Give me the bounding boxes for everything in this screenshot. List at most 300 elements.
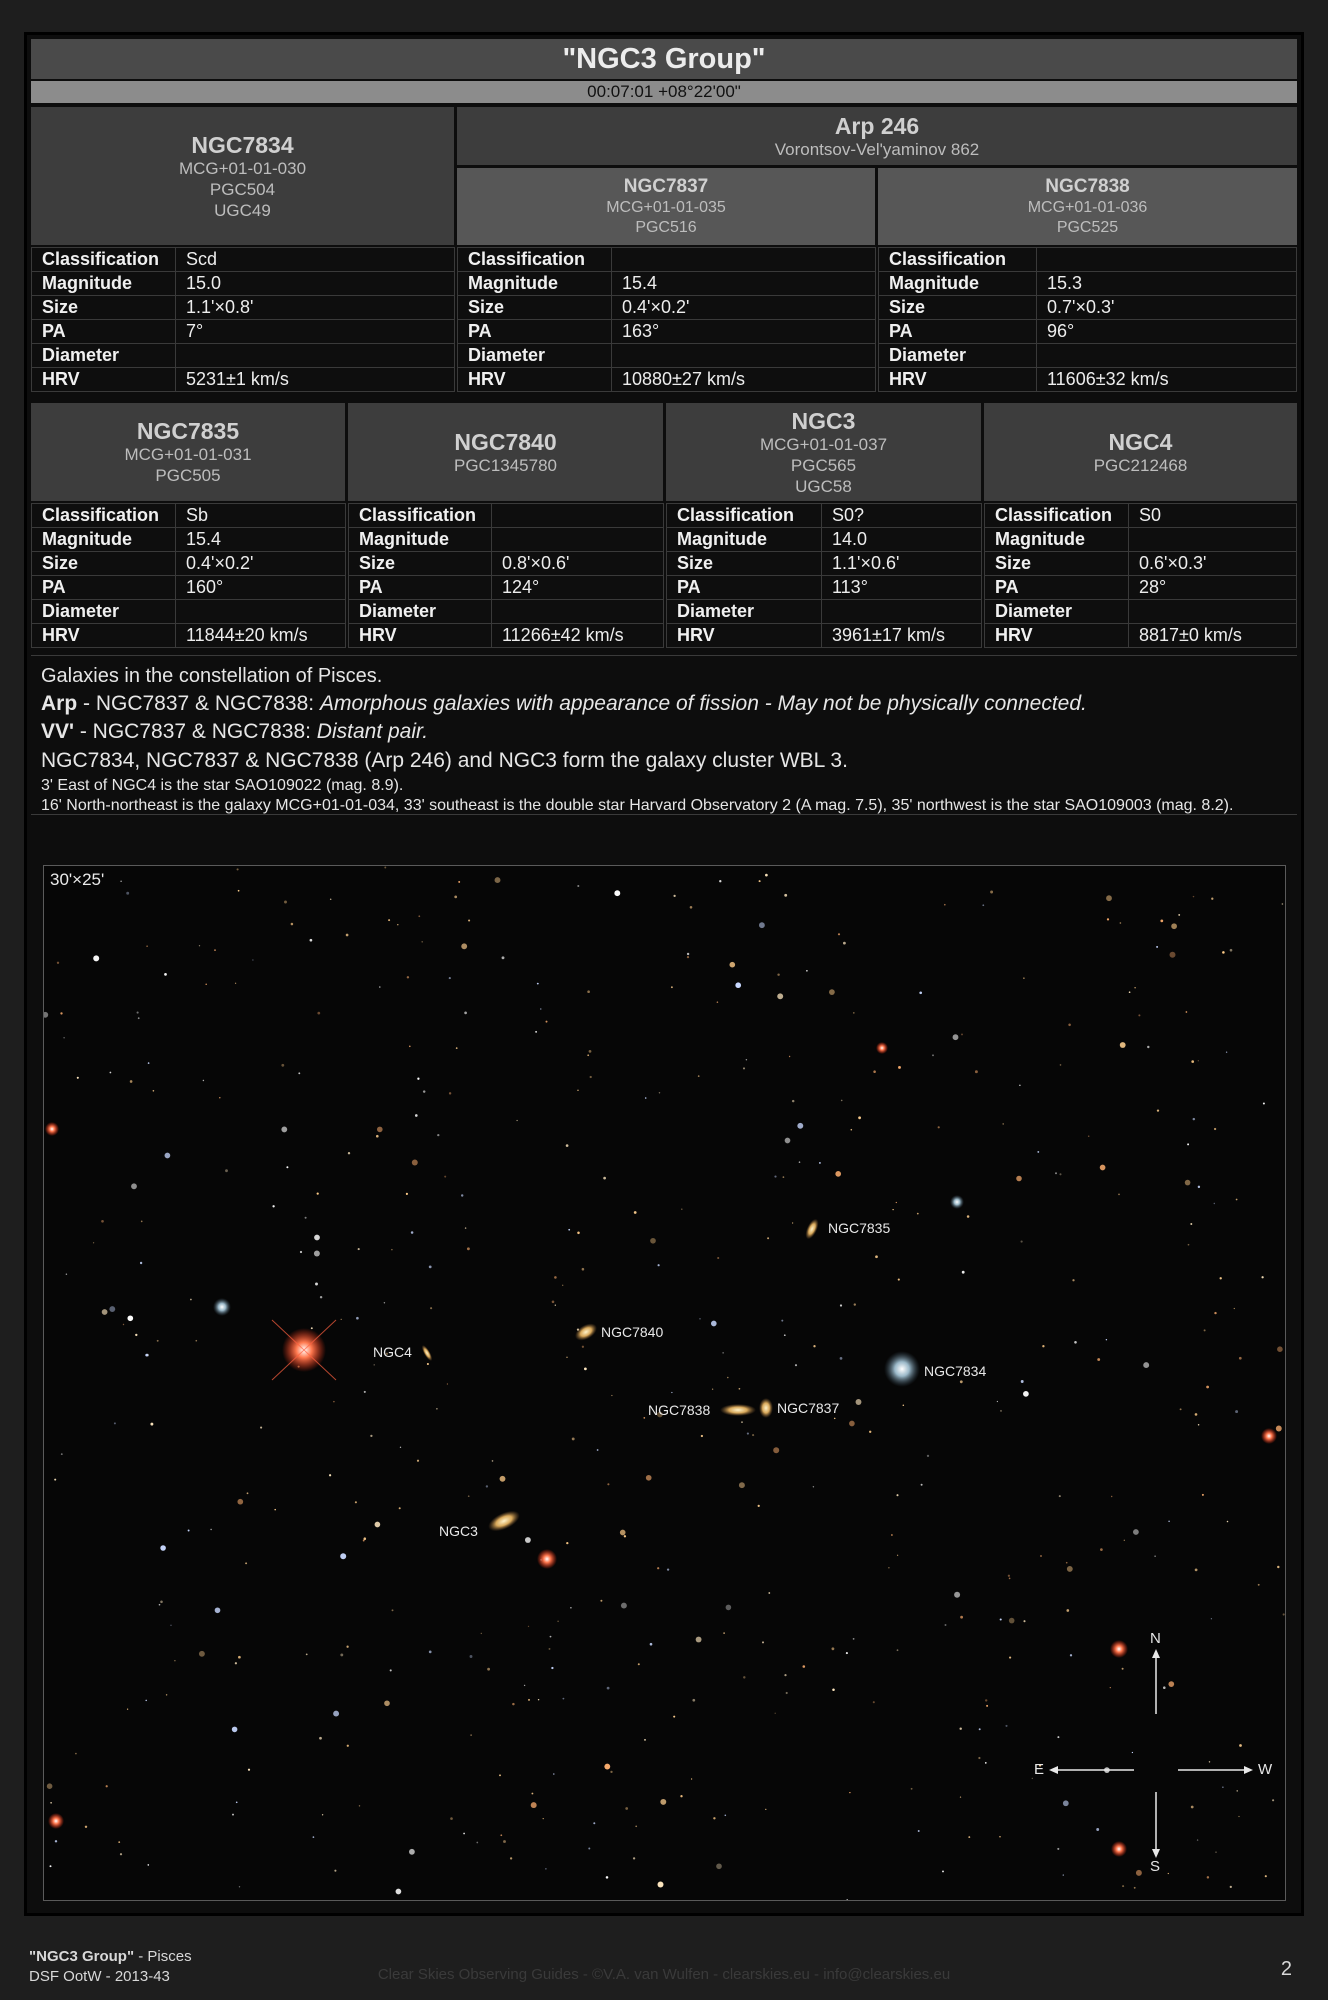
background-star: [524, 1685, 525, 1686]
background-star: [660, 1799, 666, 1805]
background-star: [314, 1235, 320, 1241]
galaxy-header-ngc7834: [31, 107, 454, 245]
label-size: Size: [985, 552, 1129, 576]
background-star: [314, 1251, 320, 1257]
background-star: [101, 1220, 104, 1223]
background-star: [427, 1363, 429, 1365]
background-star: [1057, 1736, 1059, 1738]
value-diameter: [1129, 600, 1297, 624]
background-star: [739, 1388, 741, 1390]
background-star: [423, 1090, 425, 1092]
background-star: [1276, 1426, 1282, 1432]
background-star: [164, 973, 167, 976]
background-star: [566, 1357, 567, 1358]
background-star: [1032, 1778, 1033, 1779]
properties-table-ngc4: [984, 503, 1297, 648]
background-star: [577, 1090, 578, 1091]
background-star: [545, 1868, 546, 1869]
background-star: [1063, 1874, 1064, 1875]
value-diameter: [612, 344, 876, 368]
background-star: [159, 1604, 161, 1606]
background-star: [1088, 1135, 1089, 1136]
background-star: [1110, 1687, 1111, 1688]
background-star: [1230, 1886, 1232, 1888]
label-hrv: HRV: [879, 368, 1037, 392]
background-star: [374, 1364, 375, 1365]
label-magnitude: Magnitude: [879, 272, 1037, 296]
galaxy: [213, 1298, 231, 1316]
label-classification: Classification: [879, 248, 1037, 272]
background-star: [499, 1774, 501, 1776]
background-star: [620, 1530, 626, 1536]
background-star: [551, 1667, 553, 1669]
background-star: [461, 943, 467, 949]
background-star: [135, 1334, 137, 1336]
arp-desc: Amorphous galaxies with appearance of fission - May not be physically connected.: [319, 692, 1087, 715]
background-star: [834, 1418, 836, 1420]
background-star: [645, 1097, 647, 1099]
background-star: [582, 1346, 584, 1348]
background-star: [495, 877, 501, 883]
background-star: [942, 1870, 944, 1872]
background-star: [843, 942, 846, 945]
label-ngc7835: NGC7835: [828, 1220, 891, 1236]
value-classification: [492, 504, 664, 528]
background-star: [1063, 1800, 1069, 1806]
background-star: [284, 901, 287, 904]
background-star: [66, 1273, 67, 1274]
background-star: [333, 1711, 339, 1717]
galaxy-name: NGC7835: [136, 418, 240, 444]
background-star: [468, 919, 470, 921]
background-star: [932, 1054, 934, 1056]
background-star: [968, 1836, 970, 1838]
background-star: [667, 1568, 669, 1570]
footer-title-name: "NGC3 Group": [29, 1948, 135, 1965]
properties-table-ngc7838: [878, 247, 1297, 392]
background-star: [210, 1529, 211, 1530]
background-star: [1037, 1151, 1039, 1153]
value-size: 1.1'×0.6': [822, 552, 982, 576]
background-star: [239, 1886, 240, 1887]
background-star: [1016, 1176, 1022, 1182]
background-star: [141, 1221, 143, 1223]
background-star: [897, 1555, 898, 1556]
background-star: [537, 983, 539, 985]
background-star: [538, 1699, 539, 1700]
background-star: [1163, 1686, 1166, 1689]
background-star: [1191, 1806, 1194, 1809]
background-star: [1023, 1620, 1025, 1622]
background-star: [1134, 987, 1135, 988]
background-star: [854, 1303, 856, 1305]
background-star: [577, 885, 579, 887]
background-star: [93, 955, 99, 961]
background-star: [588, 1848, 590, 1850]
background-star: [1197, 1839, 1198, 1840]
value-pa: 160°: [176, 576, 346, 600]
background-star: [846, 1652, 848, 1654]
background-star: [1186, 1011, 1188, 1013]
background-star: [768, 1592, 770, 1594]
background-star: [671, 1392, 672, 1393]
value-diameter: [492, 600, 664, 624]
background-star: [1283, 1613, 1285, 1615]
background-star: [406, 1193, 408, 1195]
background-star: [849, 1421, 855, 1427]
background-star: [1235, 1410, 1238, 1413]
label-ngc4: NGC4: [373, 1344, 412, 1360]
background-star: [465, 1227, 466, 1228]
background-star: [329, 1474, 331, 1476]
footer-series: DSF OotW - 2013-43: [29, 1968, 170, 1985]
arp-note: [41, 690, 1287, 718]
background-star: [1191, 1060, 1194, 1063]
background-star: [481, 1633, 482, 1634]
galaxy-id: UGC49: [214, 200, 271, 220]
background-star: [384, 1700, 390, 1706]
background-star: [1106, 1339, 1107, 1340]
background-star: [238, 890, 240, 892]
label-diameter: Diameter: [985, 600, 1129, 624]
background-star: [1072, 1279, 1074, 1281]
background-star: [1211, 898, 1213, 900]
background-star: [120, 881, 121, 882]
background-star: [412, 1160, 418, 1166]
background-star: [1055, 1172, 1057, 1174]
background-star: [461, 1194, 463, 1196]
star-note-2: 16' North-northeast is the galaxy MCG+01-01-034, 33' southeast is the double star Harvard Observatory 2 (A mag. 7.5), 35' northwest is the star SAO109003 (mag. 8.2).: [41, 797, 1234, 814]
galaxy-name: NGC7834: [191, 131, 294, 158]
background-star: [237, 868, 239, 870]
label-classification: Classification: [32, 504, 176, 528]
label-size: Size: [667, 552, 822, 576]
background-star: [550, 1636, 552, 1638]
background-star: [593, 1822, 595, 1824]
value-pa: 124°: [492, 576, 664, 600]
label-classification: Classification: [349, 504, 492, 528]
background-star: [364, 1391, 366, 1393]
background-star: [512, 1703, 514, 1705]
background-star: [1097, 1358, 1100, 1361]
background-star: [1059, 1495, 1061, 1497]
background-star: [50, 1865, 52, 1867]
background-star: [799, 1161, 801, 1163]
galaxy-id: MCG+01-01-035: [606, 198, 726, 216]
vv-key: VV': [41, 720, 75, 743]
galaxy-id: MCG+01-01-037: [759, 434, 888, 454]
background-star: [759, 922, 765, 928]
background-star: [540, 1008, 541, 1009]
background-star: [298, 1072, 300, 1074]
background-star: [1222, 951, 1225, 954]
background-star: [1023, 1391, 1029, 1397]
background-star: [379, 986, 381, 988]
background-star: [587, 1054, 589, 1056]
compass-s: S: [1150, 1858, 1161, 1875]
background-star: [306, 1653, 308, 1655]
galaxy-ngc7837: [759, 1398, 773, 1418]
background-star: [330, 898, 332, 900]
background-star: [717, 1001, 719, 1003]
background-star: [166, 1694, 167, 1695]
background-star: [727, 1377, 729, 1379]
background-star: [417, 1460, 419, 1462]
background-star: [54, 1479, 56, 1481]
background-star: [340, 1553, 346, 1559]
background-star: [1193, 1118, 1195, 1120]
background-star: [245, 1562, 247, 1564]
properties-table-ngc7835: [31, 503, 346, 648]
value-size: 0.4'×0.2': [612, 296, 876, 320]
background-star: [1195, 1569, 1198, 1572]
background-star: [109, 1306, 115, 1312]
background-star: [795, 1364, 797, 1366]
value-hrv: 5231±1 km/s: [176, 368, 455, 392]
background-star: [1132, 1752, 1133, 1753]
background-star: [603, 1177, 606, 1180]
background-star: [1096, 1828, 1099, 1831]
background-star: [364, 1537, 367, 1540]
label-size: Size: [458, 296, 612, 320]
background-star: [1000, 1410, 1002, 1412]
star: [537, 1549, 557, 1569]
galaxy-id: PGC212468: [1093, 455, 1188, 475]
properties-table-ngc3: [666, 503, 982, 648]
background-star: [238, 1656, 241, 1659]
background-star: [305, 1217, 307, 1219]
background-star: [847, 1899, 848, 1900]
galaxy-id: PGC505: [155, 466, 221, 485]
background-star: [960, 1796, 961, 1797]
galaxy-name: NGC7840: [454, 428, 557, 455]
compass-east-arrowhead: [1049, 1766, 1058, 1774]
background-star: [355, 1501, 357, 1503]
background-star: [888, 1567, 889, 1568]
background-star: [938, 1126, 940, 1128]
vv-mid: - NGC7837 & NGC7838:: [74, 720, 317, 743]
label-pa: PA: [985, 576, 1129, 600]
background-star: [1154, 1556, 1155, 1557]
label-magnitude: Magnitude: [349, 528, 492, 552]
background-star: [525, 1537, 531, 1543]
background-star: [546, 1021, 548, 1023]
background-star: [1178, 914, 1180, 916]
background-star: [199, 945, 200, 946]
label-magnitude: Magnitude: [32, 272, 176, 296]
background-star: [692, 1699, 695, 1702]
background-star: [1067, 1566, 1073, 1572]
background-star: [1120, 1042, 1126, 1048]
background-star: [961, 1033, 963, 1035]
background-star: [726, 1605, 732, 1611]
background-star: [429, 1266, 432, 1269]
background-star: [853, 1638, 855, 1640]
background-star: [918, 1830, 920, 1832]
background-star: [188, 1530, 190, 1532]
background-star: [454, 896, 457, 899]
background-star: [1066, 1562, 1068, 1564]
background-star: [762, 1641, 764, 1643]
label-ngc7837: NGC7837: [777, 1400, 840, 1416]
vv-note: [41, 718, 1287, 746]
background-star: [945, 1624, 947, 1626]
galaxy-header-ngc4: [984, 403, 1297, 501]
galaxy-id: UGC58: [795, 476, 852, 496]
galaxy: [950, 1195, 964, 1209]
background-star: [145, 1700, 147, 1702]
value-magnitude: 15.4: [176, 528, 346, 552]
background-star: [397, 924, 398, 925]
background-star: [813, 1345, 815, 1347]
background-star: [1258, 1584, 1260, 1586]
background-star: [470, 1734, 471, 1735]
background-star: [1040, 1555, 1042, 1557]
background-star: [687, 953, 689, 955]
background-star: [127, 1709, 128, 1710]
background-star: [1202, 1494, 1204, 1496]
background-star: [450, 1817, 453, 1820]
value-hrv: 10880±27 km/s: [612, 368, 876, 392]
value-magnitude: 15.0: [176, 272, 455, 296]
background-star: [1147, 1046, 1149, 1048]
background-star: [832, 1689, 835, 1692]
background-star: [997, 1401, 998, 1402]
background-star: [921, 1484, 923, 1486]
galaxy-name: NGC4: [1108, 428, 1173, 455]
galaxy-id: MCG+01-01-036: [1027, 198, 1148, 216]
background-star: [1214, 1312, 1216, 1314]
compass-w: W: [1258, 1761, 1273, 1778]
background-star: [549, 1648, 551, 1650]
background-star: [659, 1092, 660, 1093]
background-star: [160, 1545, 166, 1551]
page-number: 2: [1280, 1958, 1292, 1980]
background-star: [1236, 1199, 1238, 1201]
background-star: [953, 1034, 959, 1040]
background-star: [447, 1383, 448, 1384]
background-star: [990, 891, 993, 894]
background-star: [260, 1427, 262, 1429]
value-diameter: [176, 600, 346, 624]
background-star: [1193, 896, 1194, 897]
background-star: [553, 1773, 555, 1775]
label-diameter: Diameter: [32, 600, 176, 624]
background-star: [1170, 952, 1176, 958]
background-star: [1157, 1109, 1159, 1111]
properties-table-ngc7834: [31, 247, 455, 392]
background-star: [370, 1435, 372, 1437]
star-field: [44, 866, 1285, 1900]
background-star: [698, 1075, 700, 1077]
star: [1110, 1640, 1128, 1658]
value-diameter: [1037, 344, 1297, 368]
background-star: [563, 1698, 565, 1700]
star: [45, 1122, 59, 1136]
background-star: [47, 1783, 53, 1789]
background-star: [1060, 1064, 1062, 1066]
background-star: [1190, 1223, 1192, 1225]
background-star: [1209, 1761, 1210, 1762]
notes-section: [31, 655, 1297, 815]
label-pa: PA: [32, 320, 176, 344]
value-classification: Scd: [176, 248, 455, 272]
background-star: [225, 1169, 228, 1172]
background-star: [746, 1059, 747, 1060]
background-star: [417, 1078, 419, 1080]
background-star: [356, 1317, 359, 1320]
background-star: [340, 1653, 343, 1656]
background-star: [658, 1264, 660, 1266]
background-star: [476, 1842, 478, 1844]
label-diameter: Diameter: [879, 344, 1037, 368]
background-star: [960, 1380, 963, 1383]
background-star: [57, 962, 59, 964]
background-star: [1214, 1128, 1216, 1130]
value-hrv: 8817±0 km/s: [1129, 624, 1297, 648]
background-star: [291, 923, 294, 926]
background-star: [411, 1231, 414, 1234]
background-star: [430, 1307, 432, 1309]
background-star: [898, 1066, 901, 1069]
background-star: [635, 1825, 637, 1827]
background-star: [784, 1334, 786, 1336]
background-star: [765, 874, 768, 877]
background-star: [1230, 949, 1233, 952]
background-star: [458, 881, 460, 883]
background-star: [1204, 1329, 1206, 1331]
background-star: [219, 1097, 220, 1098]
background-star: [274, 1509, 276, 1511]
background-star: [102, 1309, 108, 1315]
background-star: [531, 1802, 537, 1808]
background-star: [589, 1050, 592, 1053]
background-star: [752, 1434, 754, 1436]
background-star: [917, 1213, 919, 1215]
background-star: [1122, 1885, 1124, 1887]
background-star: [1066, 1609, 1069, 1612]
background-star: [543, 1818, 544, 1819]
background-star: [1106, 895, 1112, 901]
background-star: [803, 1665, 806, 1668]
value-pa: 163°: [612, 320, 876, 344]
background-star: [978, 1757, 980, 1759]
background-star: [712, 1389, 713, 1390]
background-star: [840, 1357, 843, 1360]
background-star: [486, 1485, 488, 1487]
label-hrv: HRV: [32, 368, 176, 392]
background-star: [784, 1674, 786, 1676]
background-star: [741, 1421, 743, 1423]
value-hrv: 11606±32 km/s: [1037, 368, 1297, 392]
background-star: [146, 945, 148, 947]
background-star: [600, 1600, 602, 1602]
background-star: [418, 915, 420, 917]
background-star: [851, 1129, 853, 1131]
background-star: [566, 1144, 569, 1147]
background-star: [388, 919, 390, 921]
label-hrv: HRV: [349, 624, 492, 648]
value-diameter: [822, 600, 982, 624]
background-star: [333, 1401, 335, 1403]
background-star: [1042, 1345, 1044, 1347]
background-star: [492, 1460, 494, 1462]
background-star: [407, 976, 409, 978]
label-pa: PA: [879, 320, 1037, 344]
background-star: [1239, 1744, 1242, 1747]
background-star: [1124, 1540, 1125, 1541]
background-star: [1168, 1681, 1174, 1687]
